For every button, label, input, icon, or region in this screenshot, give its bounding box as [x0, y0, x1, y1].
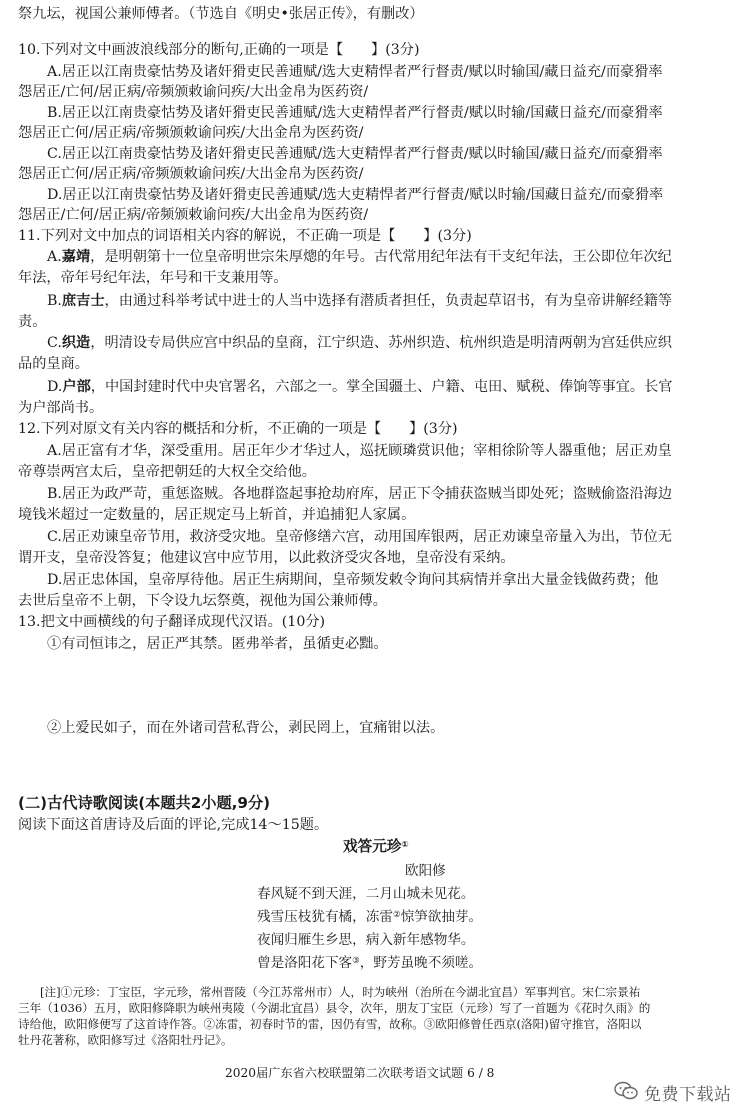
dotted-term: 庶吉士 [61, 293, 105, 309]
question-12-stem: 12.下列对原文有关内容的概括和分析，不正确的一项是【 】(3分) [18, 421, 458, 437]
chat-bubble-icon [614, 1081, 638, 1105]
q11-option-c: C.织造，明清设专局供应宫中织品的皇商，江宁织造、苏州织造、杭州织造是明清两朝为宫廷供应织 [47, 335, 672, 351]
poem-author: 欧阳修 [405, 863, 446, 879]
q10-option-d-cont: 怨居正/亡何/居正病/帝频颁敕谕问疾/大出金帛为医药资/ [18, 207, 369, 223]
question-13-stem: 13.把文中画横线的句子翻译成现代汉语。(10分) [18, 614, 326, 630]
poem-note-line-2: 三年（1036）五月，欧阳修降职为峡州夷陵（今湖北宜昌）县令，次年，朋友丁宝臣（元珍）写了一首题为《花时久雨》的 [18, 1001, 651, 1015]
passage-source-line: 祭九坛，视国公兼师傅者。（节选自《明史•张居正传》，有删改） [18, 6, 424, 22]
dotted-term: 织造 [61, 335, 91, 351]
dotted-term: 户部 [62, 379, 91, 395]
q10-option-b: B.居正以江南贵豪怙势及诸奸猾吏民善逋赋/选大吏精悍者严行督责/赋以时输/国藏日益充/而豪猾率 [47, 105, 663, 121]
question-10-stem: 10.下列对文中画波浪线部分的断句,正确的一项是【 】(3分) [18, 42, 420, 58]
dotted-term: 嘉靖 [61, 249, 91, 265]
q10-option-d: D.居正以江南贵豪怙势及诸奸猾吏民善逋赋/选大吏精悍者严行督责/赋以时输/国藏日益充/而豪猾率 [47, 187, 664, 203]
q12-option-a: A.居正富有才华，深受重用。居正年少才华过人，巡抚顾璘赏识他；宰相徐阶等人器重他；居正劝皇 [47, 443, 672, 459]
poem-note-line-3: 诗给他，欧阳修便写了这首诗作答。②冻雷，初春时节的雷，因仍有雪，故称。③欧阳修曾任西京(洛阳)留守推官，洛阳以 [18, 1017, 642, 1031]
q11-option-b: B.庶吉士，由通过科举考试中进士的人当中选择有潜质者担任，负责起草诏书，有为皇帝讲解经籍等 [47, 293, 673, 309]
q12-option-c: C.居正劝谏皇帝节用，救济受灾地。皇帝修缮六宫，动用国库银两，居正劝谏皇帝量入为出，节位无 [47, 529, 672, 545]
poem-title: 戏答元珍① [343, 838, 409, 855]
section-intro: 阅读下面这首唐诗及后面的评论,完成14～15题。 [18, 817, 329, 833]
q13-sentence-1: ①有司恒讳之，居正严其禁。匿弗举者，虽循吏必黜。 [47, 636, 388, 652]
q10-option-b-cont: 怨居正亡何/居正病/帝频颁敕谕问疾/大出金帛为医药资/ [18, 125, 364, 141]
poem-note-line-1: [注]①元珍：丁宝臣，字元珍，常州晋陵（今江苏常州市）人，时为峡州（治所在今湖北宜昌）军事判官。宋仁宗景祐 [40, 985, 641, 999]
q10-option-a: A.居正以江南贵豪怙势及诸奸猾吏民善逋赋/选大吏精悍者严行督责/赋以时输国/藏日益充/而豪猾率 [47, 64, 663, 80]
watermark-text: 免费下载站 [644, 1085, 732, 1105]
q12-option-c-cont: 谓开支，皇帝没答复；他建议宫中应节用，以此救济受灾各地，皇帝没有采纳。 [18, 550, 515, 566]
q11-option-c-cont: 品的皇商。 [18, 356, 89, 372]
q11-option-a: A.嘉靖，是明朝第十一位皇帝明世宗朱厚熜的年号。古代常用纪年法有干支纪年法，王公即位年次纪 [47, 249, 672, 265]
q12-option-d: D.居正忠体国，皇帝厚待他。居正生病期间，皇帝频发敕令询问其病情并拿出大量金钱做药费；他 [47, 572, 659, 588]
poem-line-1: 春风疑不到天涯，二月山城未见花。 [257, 886, 475, 902]
poem-note-line-4: 牡丹花著称，欧阳修写过《洛阳牡丹记》。 [18, 1033, 233, 1047]
q10-option-c: C.居正以江南贵豪怙势及诸奸猾吏民善逋赋/选大吏精悍者严行督责/赋以时输国/藏日益充/而豪猾率 [47, 146, 663, 162]
q12-option-d-cont: 去世后皇帝不上朝，下令设九坛祭奠，视他为国公兼师傅。 [18, 593, 387, 609]
q12-option-a-cont: 帝尊崇两宫太后，皇帝把朝廷的大权全交给他。 [18, 464, 316, 480]
q11-option-d-cont: 为户部尚书。 [18, 400, 104, 416]
question-11-stem: 11.下列对文中加点的词语相关内容的解说，不正确一项是【 】(3分) [18, 228, 472, 244]
poem-line-4: 曾是洛阳花下客③，野芳虽晚不须嗟。 [257, 955, 483, 971]
page-footer: 2020届广东省六校联盟第二次联考语文试题 6 / 8 [225, 1066, 495, 1080]
q10-option-a-cont: 怨居正/亡何/居正病/帝频颁敕谕问疾/大出金帛为医药资/ [18, 84, 369, 100]
q10-option-c-cont: 怨居正亡何/居正病/帝频颁敕谕问疾/大出金帛为医药资/ [18, 166, 364, 182]
section-heading: (二)古代诗歌阅读(本题共2小题,9分) [18, 794, 271, 812]
q11-option-d: D.户部，中国封建时代中央官署名，六部之一。掌全国疆土、户籍、屯田、赋税、俸饷等事宜。长官 [47, 379, 673, 395]
poem-line-3: 夜闻归雁生乡思，病入新年感物华。 [257, 932, 475, 948]
q12-option-b: B.居正为政严苛，重惩盗贼。各地群盗起事抢劫府库，居正下令捕获盗贼当即处死；盗贼偷盗沿海边 [47, 486, 673, 502]
q12-option-b-cont: 境钱米超过一定数量的，居正规定马上斩首，并追捕犯人家属。 [18, 507, 416, 523]
q11-option-a-cont: 年法，帝年号纪年法，年号和干支兼用等。 [18, 270, 288, 286]
q11-option-b-cont: 责。 [18, 314, 47, 330]
watermark [614, 1080, 732, 1105]
poem-line-2: 残雪压枝犹有橘，冻雷②惊笋欲抽芽。 [257, 909, 483, 925]
q13-sentence-2: ②上爱民如子，而在外诸司营私背公，剥民罔上，宜痛钳以法。 [47, 720, 445, 736]
